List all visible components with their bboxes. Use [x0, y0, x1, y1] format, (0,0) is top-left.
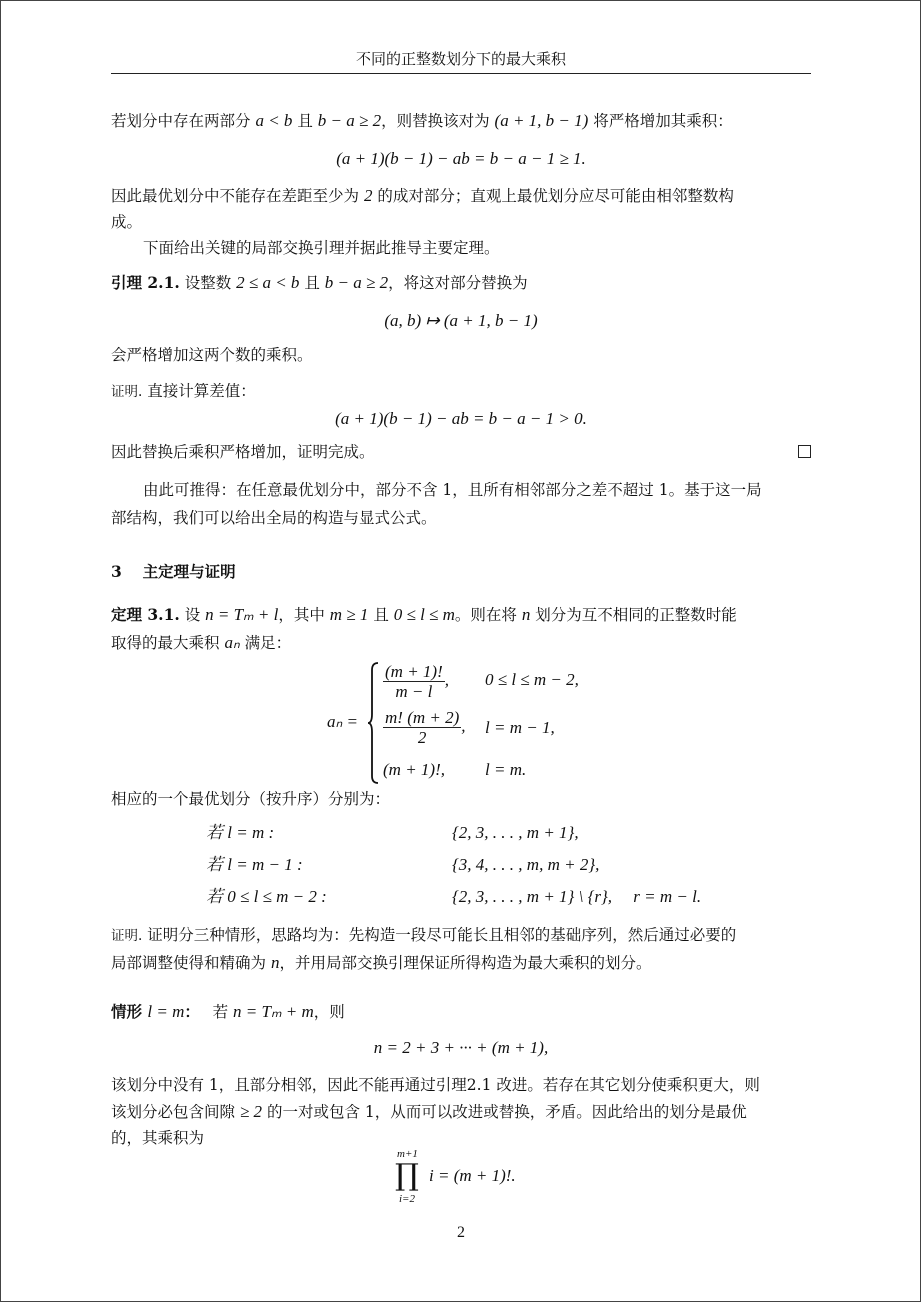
text-line [111, 1001, 811, 1023]
math-inline: n [521, 605, 531, 624]
text-line [111, 1037, 811, 1059]
denominator: 2 [417, 728, 427, 747]
text-line [111, 479, 811, 501]
text-run: 若 [192, 1003, 234, 1021]
text-line [111, 380, 811, 403]
comma: , [444, 670, 449, 690]
product-upper-limit: m+1 [397, 1148, 418, 1160]
math-inline: n [270, 953, 280, 972]
math-inline: 0 ≤ l ≤ m [393, 605, 455, 624]
text-run: 且 [368, 606, 394, 624]
math-inline: (a, b) ↦ (a + 1, b − 1) [384, 311, 538, 330]
text-line [111, 344, 811, 366]
text-run: ，将这对部分替换为 [388, 274, 528, 292]
math-inline: (a + 1)(b − 1) − ab = b − a − 1 > 0. [335, 409, 587, 428]
text-line [111, 272, 811, 294]
math-inline: n = 2 + 3 + ··· + (m + 1), [373, 1038, 549, 1057]
text-run: ，其中 [278, 606, 330, 624]
text-line [111, 1074, 811, 1096]
bold-label: ： [184, 1002, 193, 1021]
text-run: 取得的最大乘积 [111, 634, 225, 652]
partition-set: {3, 4, . . . , m, m + 2}, [452, 855, 600, 874]
header-rule [111, 73, 811, 74]
text-line [111, 604, 811, 626]
bold-label: 定理 3.1. [111, 605, 180, 624]
text-run: 因此最优划分中不能存在差距至少为 [111, 187, 364, 205]
proof-label: 证明. [111, 384, 143, 400]
product-symbol: ∏ [395, 1158, 419, 1193]
math-inline: (a + 1, b − 1) [494, 111, 589, 130]
math-inline: a < b [255, 111, 293, 130]
text-run: 。则在将 [454, 606, 522, 624]
math-inline: (a + 1)(b − 1) − ab = b − a − 1 ≥ 1. [336, 149, 586, 168]
text-line [111, 1101, 811, 1123]
text-run: 证明分三种情形，思路均为：先构造一段尽可能长且相邻的基础序列，然后通过必要的 [142, 926, 737, 944]
math-inline: m ≥ 1 [329, 605, 369, 624]
numerator: m! (m + 2) [385, 708, 460, 727]
math-inline: 2 ≤ a < b [236, 273, 300, 292]
text-run: 且 [292, 112, 318, 130]
cases-equation [327, 662, 627, 784]
proof-label: 证明. [111, 928, 143, 944]
text-line [111, 507, 811, 529]
partition-case: 若 0 ≤ l ≤ m − 2 : [206, 887, 327, 906]
math-inline: aₙ [224, 633, 240, 652]
text-run: 满足： [239, 634, 292, 652]
text-line [111, 441, 811, 463]
denominator: m − l [395, 682, 433, 701]
text-run: 的成对部分；直观上最优划分应尽可能由相邻整数构 [372, 187, 734, 205]
text-run: 会严格增加这两个数的乘积。 [111, 346, 313, 364]
partition-case: 若 l = m : [206, 823, 275, 842]
text-line [111, 110, 811, 132]
text-line [111, 211, 811, 233]
math-inline: b − a ≥ 2 [317, 111, 382, 130]
text-line [111, 1127, 811, 1149]
text-line [111, 148, 811, 170]
case-row-3 [383, 760, 527, 780]
case-row-1 [383, 662, 579, 702]
math-inline: n = Tₘ + m [233, 1002, 314, 1021]
product-rhs: i = (m + 1)!. [429, 1166, 516, 1185]
left-brace-icon [367, 662, 379, 784]
cases-lhs: aₙ = [327, 712, 358, 731]
text-line [111, 310, 811, 332]
case-expression: (m + 1)!, [383, 760, 445, 779]
text-run: 将严格增加其乘积： [588, 112, 733, 130]
product-lower-limit: i=2 [399, 1193, 415, 1205]
text-run: 且 [299, 274, 325, 292]
product-equation [395, 1148, 535, 1206]
running-header: 不同的正整数划分下的最大乘积 [355, 50, 566, 68]
math-inline: ≥ 2 [239, 1102, 263, 1121]
text-run: 相应的一个最优划分（按升序）分别为： [111, 790, 391, 808]
text-run: ，则 [313, 1003, 345, 1021]
text-run: 部结构，我们可以给出全局的构造与显式公式。 [111, 509, 437, 527]
text-run: 成。 [111, 213, 143, 231]
case-condition: 0 ≤ l ≤ m − 2, [485, 670, 579, 689]
case-condition: l = m. [485, 760, 527, 779]
text-run: 直接计算差值： [142, 382, 256, 400]
text-line [111, 561, 811, 583]
text-run: 设 [179, 606, 206, 624]
text-run: 该划分必包含间隙 [111, 1103, 240, 1121]
text-run: 由此可推得：在任意最优划分中，部分不含 1，且所有相邻部分之差不超过 1。基于这一局 [143, 481, 762, 499]
text-run: 因此替换后乘积严格增加，证明完成。 [111, 443, 375, 461]
numerator: (m + 1)! [385, 662, 443, 681]
text-line [111, 788, 811, 810]
text-run: ，并用局部交换引理保证所得构造为最大乘积的划分。 [279, 954, 652, 972]
text-run: 该划分中没有 1，且部分相邻，因此不能再通过引理2.1 改进。若存在其它划分使乘积更大，则 [111, 1076, 760, 1094]
text-run: 下面给出关键的局部交换引理并据此推导主要定理。 [143, 239, 500, 257]
text-run: 的，其乘积为 [111, 1129, 205, 1147]
comma: , [461, 716, 466, 736]
text-line [111, 632, 811, 654]
partition-set: {2, 3, . . . , m + 1}, [452, 823, 579, 842]
case-condition: l = m − 1, [485, 718, 555, 737]
text-run: 设整数 [179, 274, 237, 292]
text-line [111, 924, 811, 947]
partition-set: {2, 3, . . . , m + 1} \ {r}, r = m − l. [452, 887, 702, 906]
text-line [111, 185, 811, 207]
text-run: 的一对或包含 1，从而可以改进或替换，矛盾。因此给出的划分是最优 [262, 1103, 747, 1121]
math-inline: n = Tₘ + l [205, 605, 279, 624]
bold-label: 3 主定理与证明 [111, 562, 236, 581]
page-number: 2 [457, 1224, 465, 1241]
math-inline: l = m [147, 1002, 185, 1021]
text-line [111, 952, 811, 974]
qed-square-icon [798, 445, 811, 458]
text-line [111, 408, 811, 430]
case-row-2 [383, 708, 555, 748]
partition-case: 若 l = m − 1 : [206, 855, 303, 874]
math-inline: 2 [363, 186, 373, 205]
bold-label: 情形 [111, 1002, 148, 1021]
text-run: 划分为互不相同的正整数时能 [530, 606, 737, 624]
bold-label: 引理 2.1. [111, 273, 180, 292]
math-inline: b − a ≥ 2 [324, 273, 389, 292]
text-run: ，则替换该对为 [381, 112, 495, 130]
text-run: 若划分中存在两部分 [111, 112, 256, 130]
text-run: 局部调整使得和精确为 [111, 954, 271, 972]
text-line [111, 237, 811, 259]
